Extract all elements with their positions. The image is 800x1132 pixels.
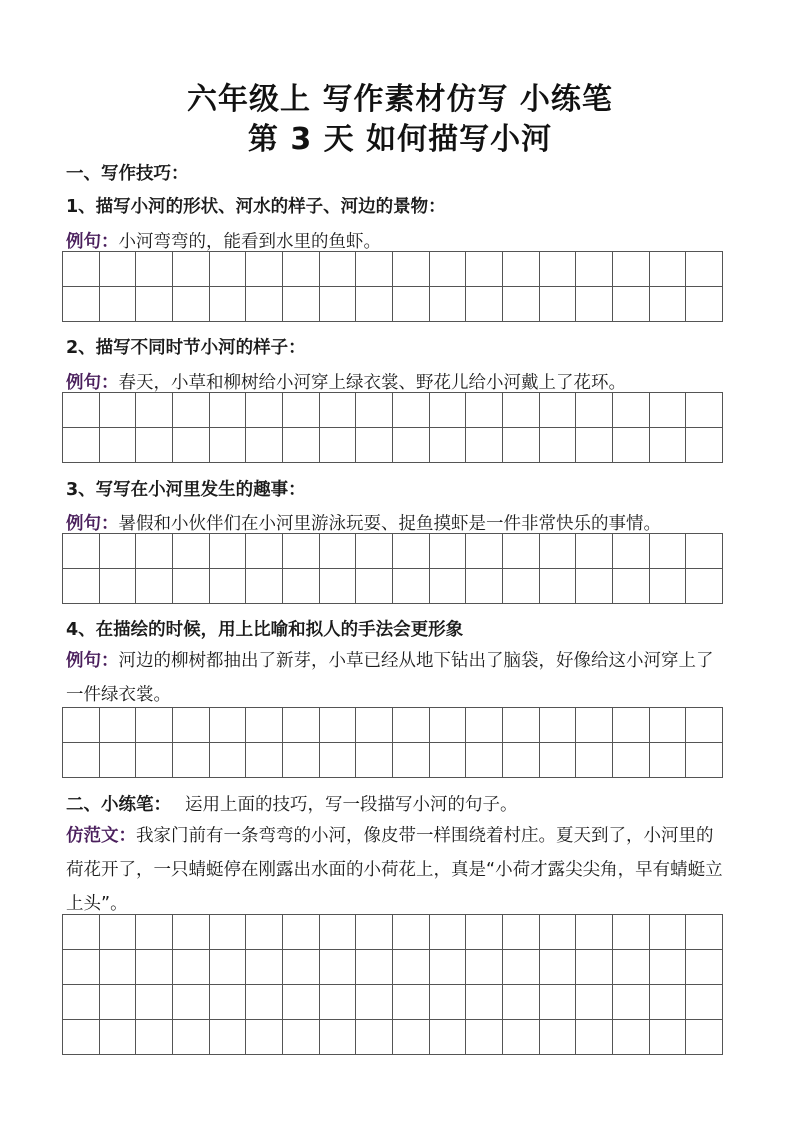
grid-cell[interactable] (246, 287, 283, 322)
grid-cell[interactable] (466, 287, 503, 322)
grid-cell[interactable] (393, 534, 430, 569)
grid-cell[interactable] (576, 287, 613, 322)
grid-cell[interactable] (540, 428, 577, 463)
grid-cell[interactable] (613, 915, 650, 950)
grid-cell[interactable] (540, 950, 577, 985)
grid-cell[interactable] (393, 252, 430, 287)
grid-cell[interactable] (136, 743, 173, 778)
grid-cell[interactable] (686, 252, 723, 287)
grid-cell[interactable] (283, 569, 320, 604)
grid-cell[interactable] (503, 428, 540, 463)
grid-cell[interactable] (136, 708, 173, 743)
grid-cell[interactable] (650, 985, 687, 1020)
page-title: 六年级上 写作素材仿写 小练笔 (187, 82, 613, 117)
grid-cell[interactable] (466, 743, 503, 778)
grid-cell[interactable] (430, 985, 467, 1020)
grid-cell[interactable] (283, 1020, 320, 1055)
grid-cell[interactable] (393, 569, 430, 604)
grid-cell[interactable] (686, 534, 723, 569)
grid-cell[interactable] (503, 985, 540, 1020)
grid-cell[interactable] (100, 287, 137, 322)
grid-cell[interactable] (576, 252, 613, 287)
grid-cell[interactable] (63, 534, 100, 569)
grid-cell[interactable] (100, 393, 137, 428)
grid-cell[interactable] (466, 428, 503, 463)
grid-cell[interactable] (540, 743, 577, 778)
grid-cell[interactable] (613, 569, 650, 604)
grid-cell[interactable] (613, 985, 650, 1020)
grid-cell[interactable] (650, 287, 687, 322)
grid-cell[interactable] (320, 428, 357, 463)
grid-cell[interactable] (246, 393, 283, 428)
grid-cell[interactable] (540, 985, 577, 1020)
grid-cell[interactable] (210, 1020, 247, 1055)
grid-cell[interactable] (63, 950, 100, 985)
model-text: 我家门前有一条弯弯的小河，像皮带一样围绕着村庄。夏天到了，小河里的荷花开了，一只蜻蜓停在刚露出水面的小荷花上，真是“小荷才露尖尖角，早有蜻蜓立上头”。 (66, 826, 723, 914)
grid-cell[interactable] (173, 287, 210, 322)
grid-cell[interactable] (576, 393, 613, 428)
grid-cell[interactable] (246, 708, 283, 743)
grid-cell[interactable] (173, 915, 210, 950)
page-subtitle: 第 3 天 如何描写小河 (247, 122, 553, 157)
grid-cell[interactable] (283, 393, 320, 428)
grid-cell[interactable] (356, 287, 393, 322)
grid-cell[interactable] (613, 1020, 650, 1055)
grid-cell[interactable] (63, 915, 100, 950)
grid-cell[interactable] (283, 708, 320, 743)
grid-cell[interactable] (320, 252, 357, 287)
grid-cell[interactable] (246, 569, 283, 604)
grid-cell[interactable] (650, 743, 687, 778)
model-label: 仿范文： (66, 826, 136, 846)
grid-cell[interactable] (466, 950, 503, 985)
part2-heading: 二、小练笔： (66, 795, 171, 815)
grid-cell[interactable] (503, 708, 540, 743)
model-essay (66, 819, 726, 921)
grid-cell[interactable] (393, 985, 430, 1020)
grid-cell[interactable] (210, 950, 247, 985)
grid-cell[interactable] (466, 915, 503, 950)
grid-cell[interactable] (686, 569, 723, 604)
section4-heading: 4、在描绘的时候，用上比喻和拟人的手法会更形象 (66, 620, 464, 640)
grid-cell[interactable] (430, 428, 467, 463)
grid-cell[interactable] (283, 743, 320, 778)
grid-cell[interactable] (63, 569, 100, 604)
grid-cell[interactable] (320, 1020, 357, 1055)
writing-grid[interactable] (62, 533, 723, 604)
grid-cell[interactable] (283, 534, 320, 569)
grid-cell[interactable] (650, 708, 687, 743)
grid-cell[interactable] (210, 534, 247, 569)
grid-cell[interactable] (393, 915, 430, 950)
example-text: 河边的柳树都抽出了新芽，小草已经从地下钻出了脑袋，好像给这小河穿上了一件绿衣裳。 (66, 651, 714, 705)
grid-cell[interactable] (466, 252, 503, 287)
grid-cell[interactable] (283, 428, 320, 463)
grid-cell[interactable] (246, 743, 283, 778)
grid-cell[interactable] (576, 1020, 613, 1055)
grid-cell[interactable] (210, 287, 247, 322)
grid-cell[interactable] (210, 985, 247, 1020)
grid-cell[interactable] (283, 950, 320, 985)
grid-cell[interactable] (393, 1020, 430, 1055)
section2-example (66, 369, 626, 394)
grid-cell[interactable] (430, 708, 467, 743)
grid-cell[interactable] (246, 1020, 283, 1055)
grid-cell[interactable] (246, 915, 283, 950)
grid-cell[interactable] (320, 985, 357, 1020)
grid-cell[interactable] (100, 534, 137, 569)
grid-cell[interactable] (650, 1020, 687, 1055)
grid-cell[interactable] (576, 708, 613, 743)
grid-cell[interactable] (136, 569, 173, 604)
grid-cell[interactable] (576, 534, 613, 569)
grid-cell[interactable] (503, 393, 540, 428)
grid-cell[interactable] (63, 252, 100, 287)
grid-cell[interactable] (430, 915, 467, 950)
grid-cell[interactable] (63, 428, 100, 463)
grid-cell[interactable] (430, 743, 467, 778)
grid-cell[interactable] (686, 915, 723, 950)
grid-cell[interactable] (173, 743, 210, 778)
grid-cell[interactable] (173, 1020, 210, 1055)
grid-cell[interactable] (356, 428, 393, 463)
example-text: 春天，小草和柳树给小河穿上绿衣裳、野花儿给小河戴上了花环。 (118, 373, 626, 393)
grid-cell[interactable] (173, 534, 210, 569)
grid-cell[interactable] (356, 534, 393, 569)
grid-cell[interactable] (173, 950, 210, 985)
grid-cell[interactable] (100, 743, 137, 778)
grid-cell[interactable] (430, 1020, 467, 1055)
grid-cell[interactable] (210, 393, 247, 428)
grid-cell[interactable] (613, 534, 650, 569)
grid-cell[interactable] (393, 287, 430, 322)
grid-cell[interactable] (283, 252, 320, 287)
grid-cell[interactable] (283, 985, 320, 1020)
grid-cell[interactable] (320, 569, 357, 604)
grid-cell[interactable] (503, 534, 540, 569)
part2-instruction: 运用上面的技巧，写一段描写小河的句子。 (185, 795, 518, 815)
part1-heading: 一、写作技巧： (66, 164, 189, 184)
grid-cell[interactable] (320, 743, 357, 778)
grid-cell[interactable] (100, 708, 137, 743)
grid-cell[interactable] (356, 950, 393, 985)
grid-cell[interactable] (100, 252, 137, 287)
grid-cell[interactable] (100, 428, 137, 463)
example-label: 例句： (66, 373, 119, 393)
grid-cell[interactable] (613, 708, 650, 743)
grid-cell[interactable] (466, 985, 503, 1020)
grid-cell[interactable] (100, 1020, 137, 1055)
section1-heading: 1、描写小河的形状、河水的样子、河边的景物： (66, 197, 446, 217)
example-text: 小河弯弯的，能看到水里的鱼虾。 (118, 232, 381, 252)
grid-cell[interactable] (540, 915, 577, 950)
grid-cell[interactable] (686, 708, 723, 743)
grid-cell[interactable] (173, 428, 210, 463)
grid-cell[interactable] (393, 708, 430, 743)
grid-cell[interactable] (173, 985, 210, 1020)
grid-cell[interactable] (650, 534, 687, 569)
grid-cell[interactable] (210, 743, 247, 778)
grid-cell[interactable] (540, 708, 577, 743)
grid-cell[interactable] (320, 287, 357, 322)
grid-cell[interactable] (63, 287, 100, 322)
grid-cell[interactable] (503, 950, 540, 985)
section3-heading: 3、写写在小河里发生的趣事： (66, 480, 306, 500)
grid-cell[interactable] (136, 428, 173, 463)
grid-cell[interactable] (100, 915, 137, 950)
grid-cell[interactable] (320, 915, 357, 950)
grid-cell[interactable] (650, 393, 687, 428)
grid-cell[interactable] (136, 252, 173, 287)
grid-cell[interactable] (320, 950, 357, 985)
grid-cell[interactable] (576, 743, 613, 778)
grid-cell[interactable] (356, 915, 393, 950)
grid-cell[interactable] (576, 569, 613, 604)
grid-cell[interactable] (686, 287, 723, 322)
section4-example (66, 644, 726, 712)
grid-cell[interactable] (503, 287, 540, 322)
grid-cell[interactable] (63, 985, 100, 1020)
grid-cell[interactable] (356, 1020, 393, 1055)
grid-cell[interactable] (173, 252, 210, 287)
grid-cell[interactable] (210, 252, 247, 287)
grid-cell[interactable] (246, 534, 283, 569)
grid-cell[interactable] (686, 985, 723, 1020)
grid-cell[interactable] (613, 743, 650, 778)
grid-cell[interactable] (576, 428, 613, 463)
grid-cell[interactable] (650, 915, 687, 950)
grid-cell[interactable] (210, 915, 247, 950)
grid-cell[interactable] (430, 534, 467, 569)
grid-cell[interactable] (503, 915, 540, 950)
grid-cell[interactable] (63, 708, 100, 743)
grid-cell[interactable] (466, 1020, 503, 1055)
grid-cell[interactable] (136, 950, 173, 985)
grid-cell[interactable] (613, 393, 650, 428)
grid-cell[interactable] (540, 534, 577, 569)
grid-cell[interactable] (136, 985, 173, 1020)
grid-cell[interactable] (576, 985, 613, 1020)
grid-cell[interactable] (613, 287, 650, 322)
part2-heading-line (66, 791, 518, 816)
grid-cell[interactable] (393, 950, 430, 985)
grid-cell[interactable] (320, 393, 357, 428)
grid-cell[interactable] (136, 393, 173, 428)
grid-cell[interactable] (393, 428, 430, 463)
grid-cell[interactable] (210, 708, 247, 743)
grid-cell[interactable] (540, 252, 577, 287)
section1-example (66, 228, 381, 253)
grid-cell[interactable] (393, 743, 430, 778)
example-label: 例句： (66, 514, 119, 534)
example-text: 暑假和小伙伴们在小河里游泳玩耍、捉鱼摸虾是一件非常快乐的事情。 (118, 514, 661, 534)
grid-cell[interactable] (613, 428, 650, 463)
grid-cell[interactable] (320, 708, 357, 743)
grid-cell[interactable] (63, 743, 100, 778)
grid-cell[interactable] (100, 569, 137, 604)
grid-cell[interactable] (356, 985, 393, 1020)
writing-grid[interactable] (62, 392, 723, 463)
grid-cell[interactable] (173, 569, 210, 604)
grid-cell[interactable] (540, 1020, 577, 1055)
section3-example (66, 510, 661, 535)
grid-cell[interactable] (430, 569, 467, 604)
grid-cell[interactable] (650, 252, 687, 287)
grid-cell[interactable] (356, 743, 393, 778)
grid-cell[interactable] (540, 287, 577, 322)
grid-cell[interactable] (466, 534, 503, 569)
grid-cell[interactable] (356, 708, 393, 743)
grid-cell[interactable] (173, 708, 210, 743)
grid-cell[interactable] (650, 950, 687, 985)
grid-cell[interactable] (246, 985, 283, 1020)
grid-cell[interactable] (613, 252, 650, 287)
grid-cell[interactable] (503, 743, 540, 778)
grid-cell[interactable] (503, 1020, 540, 1055)
grid-cell[interactable] (356, 252, 393, 287)
grid-cell[interactable] (430, 252, 467, 287)
grid-cell[interactable] (356, 393, 393, 428)
writing-grid-large[interactable] (62, 914, 723, 1055)
grid-cell[interactable] (540, 393, 577, 428)
grid-cell[interactable] (173, 393, 210, 428)
grid-cell[interactable] (100, 985, 137, 1020)
grid-cell[interactable] (430, 287, 467, 322)
grid-cell[interactable] (576, 950, 613, 985)
grid-cell[interactable] (393, 393, 430, 428)
grid-cell[interactable] (136, 287, 173, 322)
grid-cell[interactable] (503, 569, 540, 604)
grid-cell[interactable] (63, 1020, 100, 1055)
grid-cell[interactable] (466, 393, 503, 428)
writing-grid[interactable] (62, 251, 723, 322)
example-label: 例句： (66, 232, 119, 252)
grid-cell[interactable] (63, 393, 100, 428)
grid-cell[interactable] (246, 950, 283, 985)
grid-cell[interactable] (136, 534, 173, 569)
grid-cell[interactable] (136, 915, 173, 950)
grid-cell[interactable] (686, 950, 723, 985)
grid-cell[interactable] (246, 428, 283, 463)
grid-cell[interactable] (503, 252, 540, 287)
example-label: 例句： (66, 651, 119, 671)
grid-cell[interactable] (576, 915, 613, 950)
grid-cell[interactable] (283, 915, 320, 950)
grid-cell[interactable] (246, 252, 283, 287)
writing-grid[interactable] (62, 707, 723, 778)
grid-cell[interactable] (210, 428, 247, 463)
grid-cell[interactable] (320, 534, 357, 569)
grid-cell[interactable] (100, 950, 137, 985)
grid-cell[interactable] (686, 743, 723, 778)
section2-heading: 2、描写不同时节小河的样子： (66, 338, 306, 358)
grid-cell[interactable] (686, 393, 723, 428)
grid-cell[interactable] (650, 428, 687, 463)
grid-cell[interactable] (356, 569, 393, 604)
grid-cell[interactable] (430, 950, 467, 985)
grid-cell[interactable] (466, 569, 503, 604)
grid-cell[interactable] (686, 1020, 723, 1055)
grid-cell[interactable] (283, 287, 320, 322)
grid-cell[interactable] (686, 428, 723, 463)
grid-cell[interactable] (466, 708, 503, 743)
grid-cell[interactable] (540, 569, 577, 604)
grid-cell[interactable] (650, 569, 687, 604)
grid-cell[interactable] (210, 569, 247, 604)
grid-cell[interactable] (430, 393, 467, 428)
grid-cell[interactable] (136, 1020, 173, 1055)
grid-cell[interactable] (613, 950, 650, 985)
